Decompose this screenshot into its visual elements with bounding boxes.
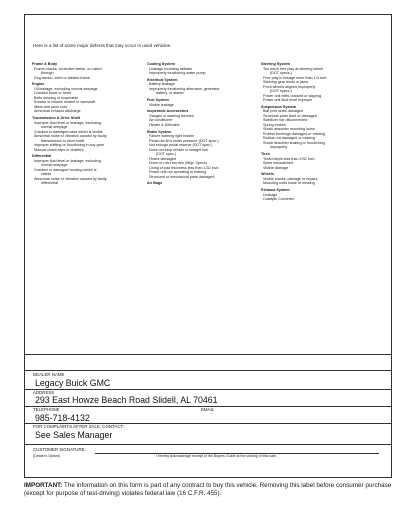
- defect-section-transmission-and-drive-shaft: [32, 116, 152, 152]
- complaints-value: See Sales Manager: [35, 430, 113, 440]
- defect-item: Visible cracks, damage or repairs: [263, 176, 318, 181]
- defect-item: (DOT spec.): [156, 152, 177, 157]
- important-lead: IMPORTANT:: [24, 482, 63, 489]
- defect-item: Dog tracks—bent or twisted frame: [34, 75, 90, 80]
- email-label: EMAIL: [201, 407, 215, 412]
- defect-item: Frame-cracks, corrective welds, or rusted: [34, 66, 102, 71]
- defect-item: Structural or mechanical parts damaged: [149, 174, 215, 179]
- defect-section-title: Cooling System: [147, 62, 175, 66]
- defect-item: Does not stop vehicle in straight line: [149, 147, 209, 152]
- defect-section-cooling-system: [147, 62, 259, 76]
- defect-item: Sizes mismatched: [263, 161, 293, 166]
- defect-item: (DOT specs.): [270, 89, 292, 93]
- defect-section-fuel-system: [147, 98, 259, 107]
- telephone-value: 985-718-4132: [35, 413, 90, 423]
- defect-item: Knocks or misses related to camshaft: [34, 100, 96, 105]
- divider-top: [25, 354, 391, 355]
- complaints-label: FOR COMPLAINTS AFTER SALE, CONTACT:: [33, 424, 124, 429]
- defect-item: Abnormal exhaust discharge: [34, 109, 81, 114]
- defect-item: Not enough pedal reserve (DOT spec.): [149, 143, 213, 148]
- defect-section-title: Exhaust System: [261, 188, 290, 193]
- defect-item: Manual clutch slips or chatters: [34, 147, 84, 152]
- defect-section-steering-system: [261, 62, 386, 103]
- buyers-guide-back-form: [24, 14, 392, 478]
- defect-item: Lining or pad thickness less than 1/32 inch: [149, 165, 219, 170]
- divider-name: [25, 389, 391, 390]
- defect-item: Cracked or damaged case which is visible: [34, 129, 103, 134]
- defect-section-title: Electrical System: [147, 77, 178, 82]
- dealer-option-note: (Dealer's Option): [33, 454, 61, 458]
- defect-item: battery, or starter: [156, 91, 184, 96]
- defect-item: Visible leakage: [149, 102, 174, 107]
- defect-item: through: [41, 71, 54, 75]
- defect-section-differential: [32, 154, 152, 186]
- defect-section-title: Brake System: [147, 129, 172, 134]
- defect-item: Free play in linkage more than 1/4 inch: [263, 75, 327, 80]
- defect-section-title: Fuel System: [147, 98, 169, 103]
- defect-item: Radius rod damaged or missing: [263, 136, 316, 141]
- dealer-name-label: DEALER NAME: [33, 372, 65, 377]
- defect-item: differential: [41, 181, 58, 186]
- defect-section-title: Suspension System: [261, 104, 297, 109]
- defect-item: improperly: [270, 145, 288, 150]
- defect-item: Shock absorber mounting loose: [263, 127, 315, 132]
- important-text: The information on this form is part of any contract to buy this vehicle. Removing this label before consumer purchase (except for purpose of test-driving) violates federal law (16 C.F.R. 455).: [24, 482, 392, 498]
- acknowledgement-text: I hereby acknowledge receipt of the Buyers Guide at the closing of this sale.: [156, 454, 277, 458]
- defect-section-inoperable-accessories: [147, 109, 259, 127]
- divider-dealer: [25, 370, 391, 371]
- defect-item: Air conditioner: [149, 118, 173, 123]
- defect-item: Abnormal noise or vibration caused by faulty: [34, 134, 107, 139]
- defects-column-3: [261, 62, 386, 204]
- important-notice: [24, 482, 394, 499]
- defect-item: Tread depth less than 2/32 inch: [263, 156, 315, 161]
- defect-section-title: Differential: [32, 154, 52, 159]
- address-value: 293 East Howze Beach Road Slidell, AL 70461: [35, 395, 218, 405]
- defect-section-wheels: [261, 172, 386, 186]
- defect-section-title: Transmission & Drive Shaft: [32, 116, 80, 121]
- defect-item: Drum or rotor too thin (Mfgr. Specs): [149, 161, 207, 166]
- defect-item: lifters and push rods: [34, 104, 68, 109]
- defect-section-title: Air Bags: [147, 181, 163, 186]
- defect-item: Heater & Defroster: [149, 122, 180, 127]
- defect-section-title: Inoperable Accessories: [147, 109, 189, 114]
- defect-item: Cracked or damaged housing which is: [34, 167, 97, 172]
- defect-section-title: Tires: [261, 152, 270, 157]
- defect-item: Steering gear binds or jams: [263, 80, 309, 84]
- defect-section-title: Engine: [32, 82, 45, 87]
- defect-item: Catalytic Converter: [263, 197, 295, 202]
- defect-section-tires: [261, 152, 386, 170]
- defect-item: (DOT specs.): [270, 71, 292, 75]
- defect-item: Power unit not operating or leaking: [149, 170, 206, 175]
- defect-item: Power unit belts cracked or slipping: [263, 93, 322, 98]
- defect-section-air-bags: [147, 181, 259, 186]
- defect-item: Stabilizer bar disconnected: [263, 118, 308, 123]
- defect-item: Hoses damaged: [149, 156, 176, 161]
- defect-item: Visible damage: [263, 165, 289, 170]
- defect-item: Ball joint seals damaged: [263, 109, 303, 114]
- divider-complaints: [25, 444, 391, 445]
- defect-item: Improperly functioning water pump: [149, 71, 206, 75]
- defect-item: Power unit fluid level improper: [263, 98, 313, 102]
- defect-item: transmission or drive shaft: [41, 138, 85, 143]
- defect-item: Shock absorber leaking or functioning: [263, 140, 325, 145]
- defect-section-electrical-system: [147, 78, 259, 96]
- defect-section-engine: [32, 82, 152, 114]
- defect-item: Failure warning light broken: [149, 134, 195, 139]
- defect-item: Improper fluid level or leakage, excluding: [34, 158, 102, 163]
- defect-item: Battery leakage: [149, 82, 175, 87]
- defect-item: Belts missing or inoperable: [34, 95, 79, 100]
- defect-section-title: Steering System: [261, 62, 290, 66]
- defect-item: normal seepage: [41, 125, 68, 130]
- defects-column-2: [147, 62, 259, 188]
- defect-item: Cracked block or head: [34, 91, 71, 96]
- defect-section-suspension-system: [261, 105, 386, 150]
- telephone-label: TELEPHONE: [33, 407, 60, 412]
- defect-item: Pedal not firm under pressure (DOT spec.): [149, 138, 219, 143]
- dealer-name-value: Legacy Buick GMC: [35, 378, 111, 388]
- defect-item: Leakage including radiator: [149, 66, 193, 71]
- defect-item: Spring broken: [263, 122, 286, 127]
- defect-item: Rubber bushings damaged or missing: [263, 131, 326, 136]
- defect-section-exhaust-system: [261, 188, 386, 202]
- defect-item: Mounting bolts loose or missing: [263, 181, 315, 186]
- defect-item: visible: [41, 172, 52, 177]
- address-label: ADDRESS: [33, 390, 55, 395]
- defect-item: Structural parts bent or damaged: [263, 113, 317, 118]
- defects-column-1: [32, 62, 152, 188]
- defect-item: Gauges or warning devices: [149, 113, 194, 118]
- defects-intro: Here is a list of some major defects that may occur in used vehicles.: [33, 43, 172, 48]
- defect-item: normal seepage: [41, 163, 68, 168]
- defect-item: Oil leakage, excluding normal seepage: [34, 86, 98, 91]
- defect-item: Abnormal noise or vibration caused by faulty: [34, 176, 107, 181]
- defect-section-brake-system: [147, 130, 259, 180]
- defect-item: Front wheels aligned improperly: [263, 84, 316, 89]
- defect-item: Improper shifting or functioning in any gear: [34, 143, 104, 148]
- defect-item: Too much free play at steering wheel: [263, 66, 324, 71]
- defect-item: Improper fluid level or leakage, excluding: [34, 120, 102, 125]
- defect-item: Leakage: [263, 192, 278, 197]
- defect-section-frame-and-body: [32, 62, 152, 80]
- defect-item: Improperly functioning alternator, generator,: [149, 86, 221, 91]
- defect-section-title: Wheels: [261, 172, 274, 177]
- defect-section-title: Frame & Body: [32, 62, 57, 66]
- customer-signature-label: CUSTOMER SIGNATURE:: [33, 447, 86, 452]
